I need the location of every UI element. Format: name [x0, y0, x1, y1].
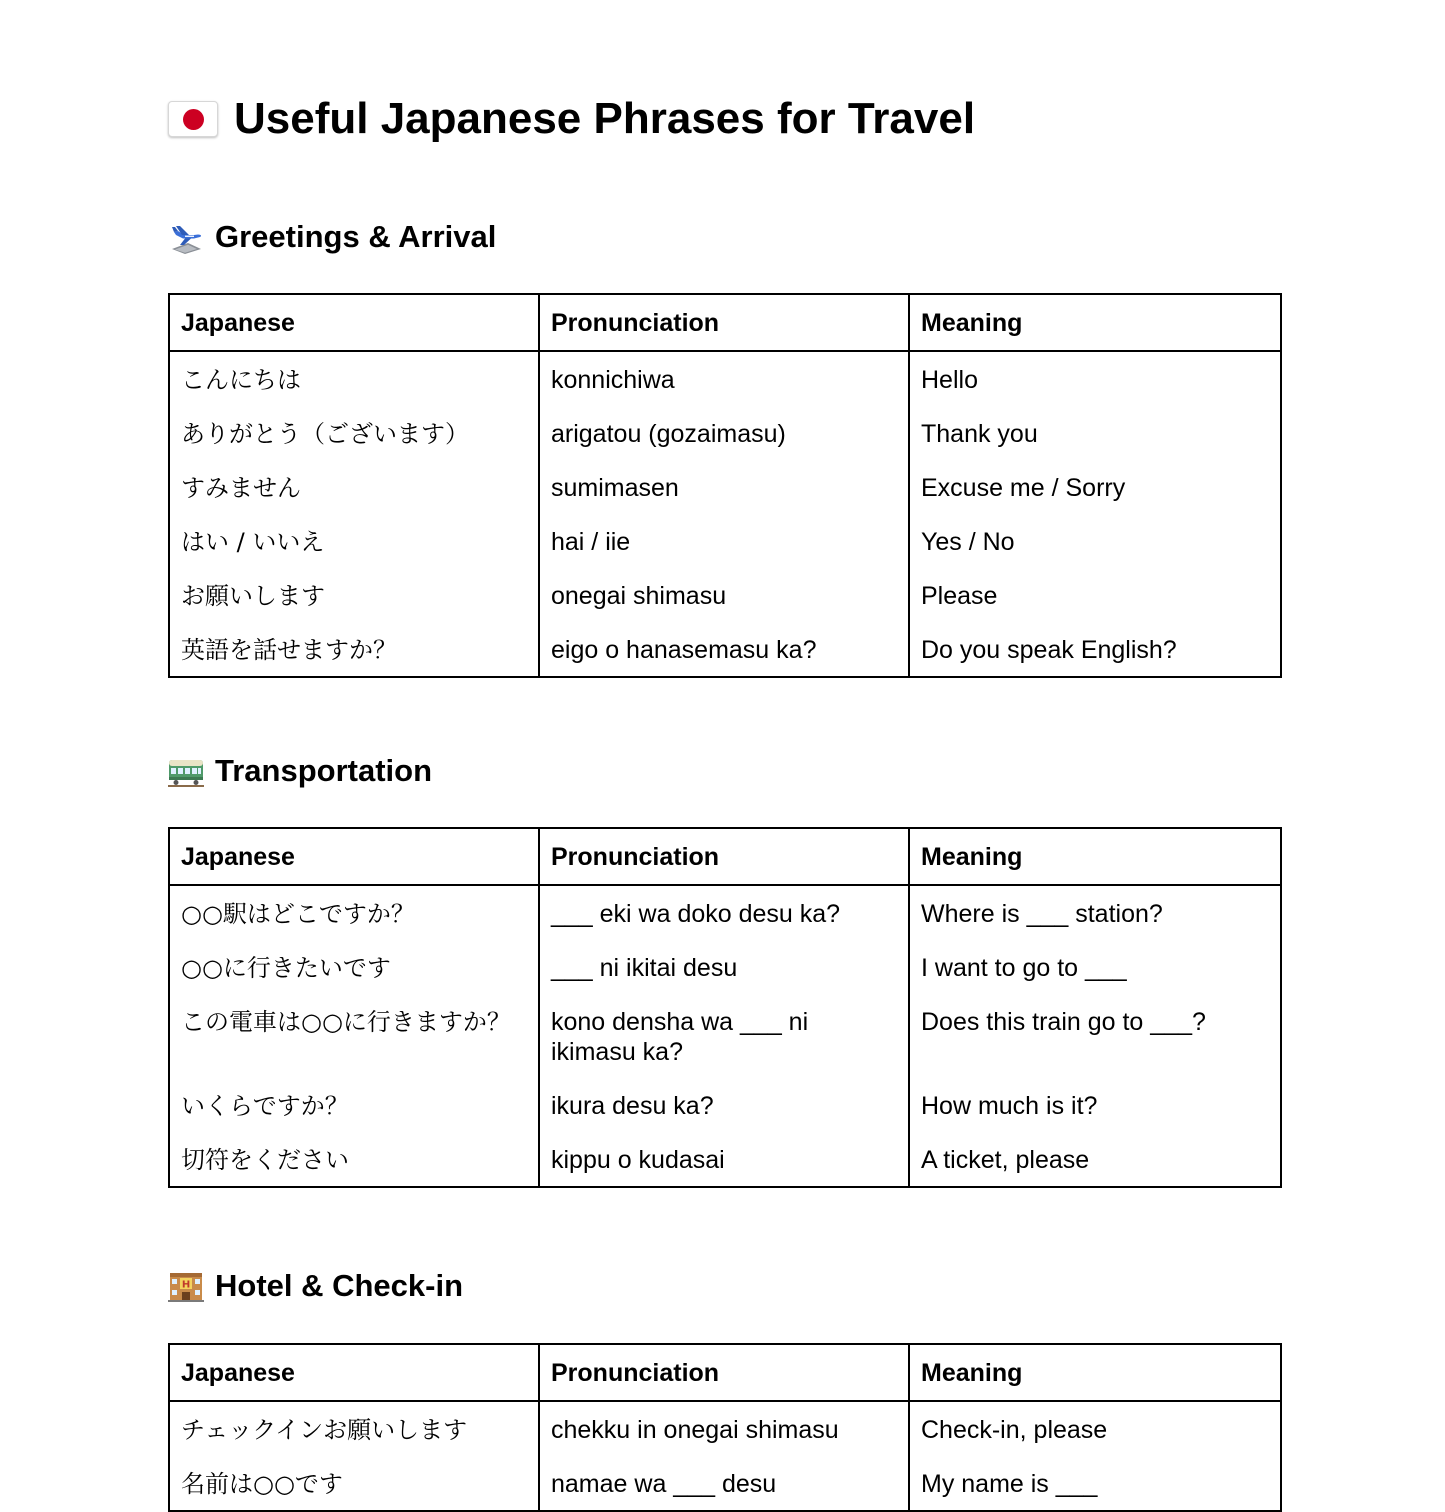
- column-header-pronunciation: Pronunciation: [539, 294, 909, 351]
- table-row: [169, 885, 1281, 940]
- cell-meaning: A ticket, please: [909, 1132, 1281, 1187]
- cell-pronunciation: chekku in onegai shimasu: [539, 1401, 909, 1456]
- cell-meaning: Do you speak English?: [909, 622, 1281, 677]
- transportation-table: [168, 827, 1282, 1188]
- svg-text:H: H: [181, 1279, 191, 1291]
- cell-pronunciation: kippu o kudasai: [539, 1132, 909, 1187]
- column-header-pronunciation: Pronunciation: [539, 1344, 909, 1401]
- column-header-pronunciation: Pronunciation: [539, 828, 909, 885]
- cell-pronunciation: konnichiwa: [539, 351, 909, 406]
- cell-pronunciation: arigatou (gozaimasu): [539, 406, 909, 460]
- hotel-icon: [168, 1269, 204, 1303]
- japan-flag-icon: [168, 101, 218, 137]
- cell-japanese: チェックインお願いします: [169, 1401, 539, 1456]
- section-heading-text: Transportation: [215, 753, 433, 788]
- cell-japanese: 名前は○○です: [169, 1456, 539, 1511]
- table-row: [169, 1401, 1281, 1456]
- greetings-table: [168, 293, 1282, 678]
- cell-japanese: ありがとう（ございます）: [169, 406, 539, 460]
- cell-pronunciation: namae wa ___ desu: [539, 1456, 909, 1511]
- cell-meaning: Yes / No: [909, 514, 1281, 568]
- table-row: [169, 406, 1281, 460]
- table-header-row: [169, 294, 1281, 351]
- hotel-table: [168, 1343, 1282, 1512]
- cell-japanese: お願いします: [169, 568, 539, 622]
- cell-pronunciation: onegai shimasu: [539, 568, 909, 622]
- column-header-meaning: Meaning: [909, 1344, 1281, 1401]
- cell-pronunciation: ___ eki wa doko desu ka?: [539, 885, 909, 940]
- table-row: [169, 514, 1281, 568]
- table-row: [169, 994, 1281, 1078]
- section-heading-greetings: [168, 217, 496, 257]
- table-row: [169, 460, 1281, 514]
- table-row: [169, 351, 1281, 406]
- section-heading-hotel: [168, 1266, 463, 1306]
- airplane-arrival-icon: [168, 220, 204, 254]
- column-header-meaning: Meaning: [909, 828, 1281, 885]
- table-row: [169, 1132, 1281, 1187]
- table-header-row: [169, 828, 1281, 885]
- cell-japanese: はい / いいえ: [169, 514, 539, 568]
- section-heading-text: Greetings & Arrival: [215, 219, 497, 254]
- column-header-japanese: Japanese: [169, 828, 539, 885]
- tram-icon: [168, 754, 204, 788]
- column-header-japanese: Japanese: [169, 294, 539, 351]
- cell-pronunciation: kono densha wa ___ ni ikimasu ka?: [539, 994, 909, 1078]
- cell-meaning: How much is it?: [909, 1078, 1281, 1132]
- table-row: [169, 622, 1281, 677]
- cell-meaning: Hello: [909, 351, 1281, 406]
- table-header-row: [169, 1344, 1281, 1401]
- cell-meaning: Please: [909, 568, 1281, 622]
- cell-pronunciation: eigo o hanasemasu ka?: [539, 622, 909, 677]
- cell-meaning: Excuse me / Sorry: [909, 460, 1281, 514]
- cell-japanese: いくらですか？: [169, 1078, 539, 1132]
- section-heading-text: Hotel & Check-in: [215, 1268, 464, 1303]
- cell-japanese: 切符をください: [169, 1132, 539, 1187]
- cell-pronunciation: ___ ni ikitai desu: [539, 940, 909, 994]
- page-title: [168, 92, 975, 146]
- cell-japanese: この電車は○○に行きますか？: [169, 994, 539, 1078]
- table-row: [169, 1078, 1281, 1132]
- cell-japanese: ○○駅はどこですか？: [169, 885, 539, 940]
- cell-pronunciation: hai / iie: [539, 514, 909, 568]
- page-title-text: Useful Japanese Phrases for Travel: [234, 94, 976, 143]
- table-row: [169, 568, 1281, 622]
- cell-pronunciation: sumimasen: [539, 460, 909, 514]
- cell-meaning: Thank you: [909, 406, 1281, 460]
- cell-japanese: 英語を話せますか？: [169, 622, 539, 677]
- cell-meaning: Does this train go to ___?: [909, 994, 1281, 1078]
- cell-meaning: My name is ___: [909, 1456, 1281, 1511]
- cell-japanese: すみません: [169, 460, 539, 514]
- table-row: [169, 940, 1281, 994]
- cell-japanese: ○○に行きたいです: [169, 940, 539, 994]
- cell-meaning: Check-in, please: [909, 1401, 1281, 1456]
- cell-pronunciation: ikura desu ka?: [539, 1078, 909, 1132]
- cell-japanese: こんにちは: [169, 351, 539, 406]
- cell-meaning: I want to go to ___: [909, 940, 1281, 994]
- column-header-japanese: Japanese: [169, 1344, 539, 1401]
- column-header-meaning: Meaning: [909, 294, 1281, 351]
- cell-meaning: Where is ___ station?: [909, 885, 1281, 940]
- section-heading-transportation: [168, 751, 432, 791]
- table-row: [169, 1456, 1281, 1511]
